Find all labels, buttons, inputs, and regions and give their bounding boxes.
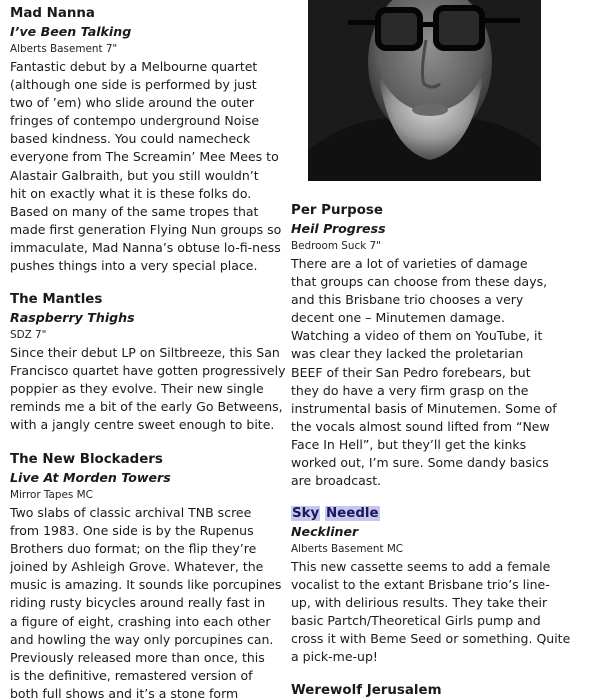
band-name: Per Purpose — [291, 203, 383, 218]
review-line: Alastair Galbraith, but you still wouldn’t — [10, 167, 259, 183]
release-label: Bedroom Suck 7" — [291, 240, 381, 252]
review-line: basic Partch/Theoretical Girls pump and — [291, 613, 541, 629]
band-name-highlighted[interactable] — [291, 505, 570, 523]
review-line: Face In Hell”, but they’ll get the kinks — [291, 436, 527, 452]
review-line: decent one – Minutemen damage. — [291, 310, 505, 326]
review-line: riding rusty bicycles around really fast in — [10, 595, 266, 611]
review-line: hit on exactly what it is these folks do. — [10, 185, 252, 201]
review-line: cross it with Beme Seed or something. Quite — [291, 631, 571, 647]
release-label: Alberts Basement 7" — [10, 43, 118, 55]
review-line: vocalist to the extant Brisbane trio’s line- — [291, 577, 550, 593]
review-line: is the definitive, remastered version of — [10, 667, 253, 683]
review-line: (although one side is performed by just — [10, 77, 257, 93]
release-title: Heil Progress — [291, 221, 386, 236]
review-mad-nanna — [10, 5, 281, 275]
review-line: and this Brisbane trio chooses a very — [291, 292, 524, 308]
review-line: made first generation Flying Nun groups so — [10, 221, 282, 237]
review-line: with a jangly centre sweet enough to bite. — [10, 417, 275, 433]
portrait-photo — [308, 0, 541, 181]
review-the-new-blockaders — [10, 451, 281, 698]
review-line: Francisco quartet have gotten progressively — [10, 363, 286, 379]
release-title: Raspberry Thighs — [10, 310, 135, 325]
release-title: Live At Morden Towers — [10, 470, 171, 485]
review-line: Two slabs of classic archival TNB scree — [10, 505, 252, 520]
review-werewolf-jerusalem — [291, 682, 442, 698]
review-line: immaculate, Mad Nanna’s obtuse lo-fi-ness — [10, 239, 281, 255]
highlighted-word[interactable]: Sky — [292, 506, 320, 521]
review-body — [10, 344, 285, 434]
review-body — [10, 58, 281, 275]
review-line: based kindness. You could namecheck — [10, 131, 251, 147]
review-line: There are a lot of varieties of damage — [291, 256, 528, 271]
release-title: Neckliner — [291, 524, 359, 539]
review-line: are broadcast. — [291, 473, 382, 489]
review-line: fringes of contempo underground Noise — [10, 113, 260, 129]
band-name: Werewolf Jerusalem — [291, 683, 442, 698]
review-line: up, with delirious results. They take their — [291, 595, 548, 611]
review-line: music is amazing. It sounds like porcupines — [10, 577, 282, 593]
review-line: Brothers duo format; on the flip they’re — [10, 541, 257, 557]
review-line: instrumental basis of Minutemen. Some of — [291, 400, 557, 416]
review-line: the vocals almost sound lifted from “New — [291, 418, 550, 434]
review-line: Based on many of the same tropes that — [10, 203, 259, 219]
review-line: everyone from The Screamin’ Mee Mees to — [10, 149, 279, 165]
review-line: and howling the way only porcupines can. — [10, 631, 274, 647]
review-line: reminds me a bit of the early Go Betweens, — [10, 399, 283, 415]
review-line: worked out, I’m sure. Some dandy basics — [291, 455, 549, 471]
band-name: The New Blockaders — [10, 452, 163, 467]
review-line: Watching a video of them on YouTube, it — [291, 328, 543, 344]
band-name: Mad Nanna — [10, 6, 95, 21]
review-line: This new cassette seems to add a female — [291, 559, 551, 574]
release-label: Mirror Tapes MC — [10, 489, 93, 501]
review-line: that groups can choose from these days, — [291, 274, 548, 290]
release-label: Alberts Basement MC — [291, 543, 404, 555]
review-the-mantles — [10, 291, 285, 434]
review-line: Since their debut LP on Siltbreeze, this San — [10, 345, 280, 360]
review-body — [10, 504, 281, 698]
highlighted-word[interactable]: Needle — [325, 506, 379, 521]
review-sky-needle — [291, 505, 570, 667]
review-line: two of ’em) who slide around the outer — [10, 95, 254, 111]
review-line: poppier as they evolve. Their new single — [10, 381, 264, 397]
review-line: they do have a very firm grasp on the — [291, 382, 529, 398]
review-line: a pick-me-up! — [291, 649, 378, 665]
release-label: SDZ 7" — [10, 329, 47, 341]
band-name: The Mantles — [10, 292, 103, 307]
review-line: Previously released more than once, this — [10, 649, 265, 665]
review-line: a figure of eight, crashing into each other — [10, 613, 271, 629]
review-line: pushes things into a very special place. — [10, 258, 258, 274]
review-line: both full shows and it’s a stone form — [10, 685, 239, 698]
release-title: I’ve Been Talking — [10, 24, 132, 39]
review-line: joined by Ashleigh Grove. Whatever, the — [10, 559, 264, 575]
review-line: from 1983. One side is by the Rupenus — [10, 523, 254, 539]
review-line: was clear they lacked the proletarian — [291, 346, 524, 362]
review-body — [291, 255, 557, 490]
review-line: BEEF of their San Pedro forebears, but — [291, 364, 531, 380]
review-line: Fantastic debut by a Melbourne quartet — [10, 59, 258, 74]
portrait-illustration — [308, 0, 541, 181]
review-body — [291, 558, 570, 667]
review-per-purpose — [291, 202, 557, 490]
